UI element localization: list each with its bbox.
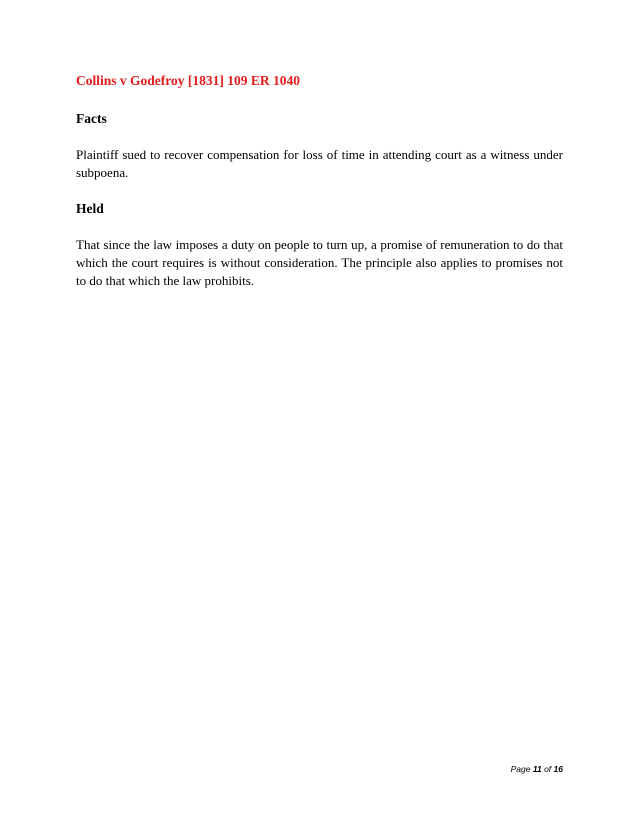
footer-current-page: 11 — [532, 764, 542, 774]
footer-of-word: of — [544, 764, 552, 774]
footer-page-word: Page — [510, 764, 531, 774]
facts-paragraph: Plaintiff sued to recover compensation for loss of time in attending court as a witness under subpoena. — [76, 147, 563, 180]
facts-heading: Facts — [76, 111, 107, 126]
page-number-footer — [511, 764, 563, 774]
held-paragraph: That since the law imposes a duty on people to turn up, a promise of remuneration to do that which the court requires is without consideration. The principle also applies to promises not to do that which the law prohibits. — [76, 237, 563, 288]
document-content — [76, 72, 563, 290]
held-heading: Held — [76, 201, 104, 216]
footer-total-pages: 16 — [553, 764, 563, 774]
case-title: Collins v Godefroy [1831] 109 ER 1040 — [76, 73, 301, 88]
